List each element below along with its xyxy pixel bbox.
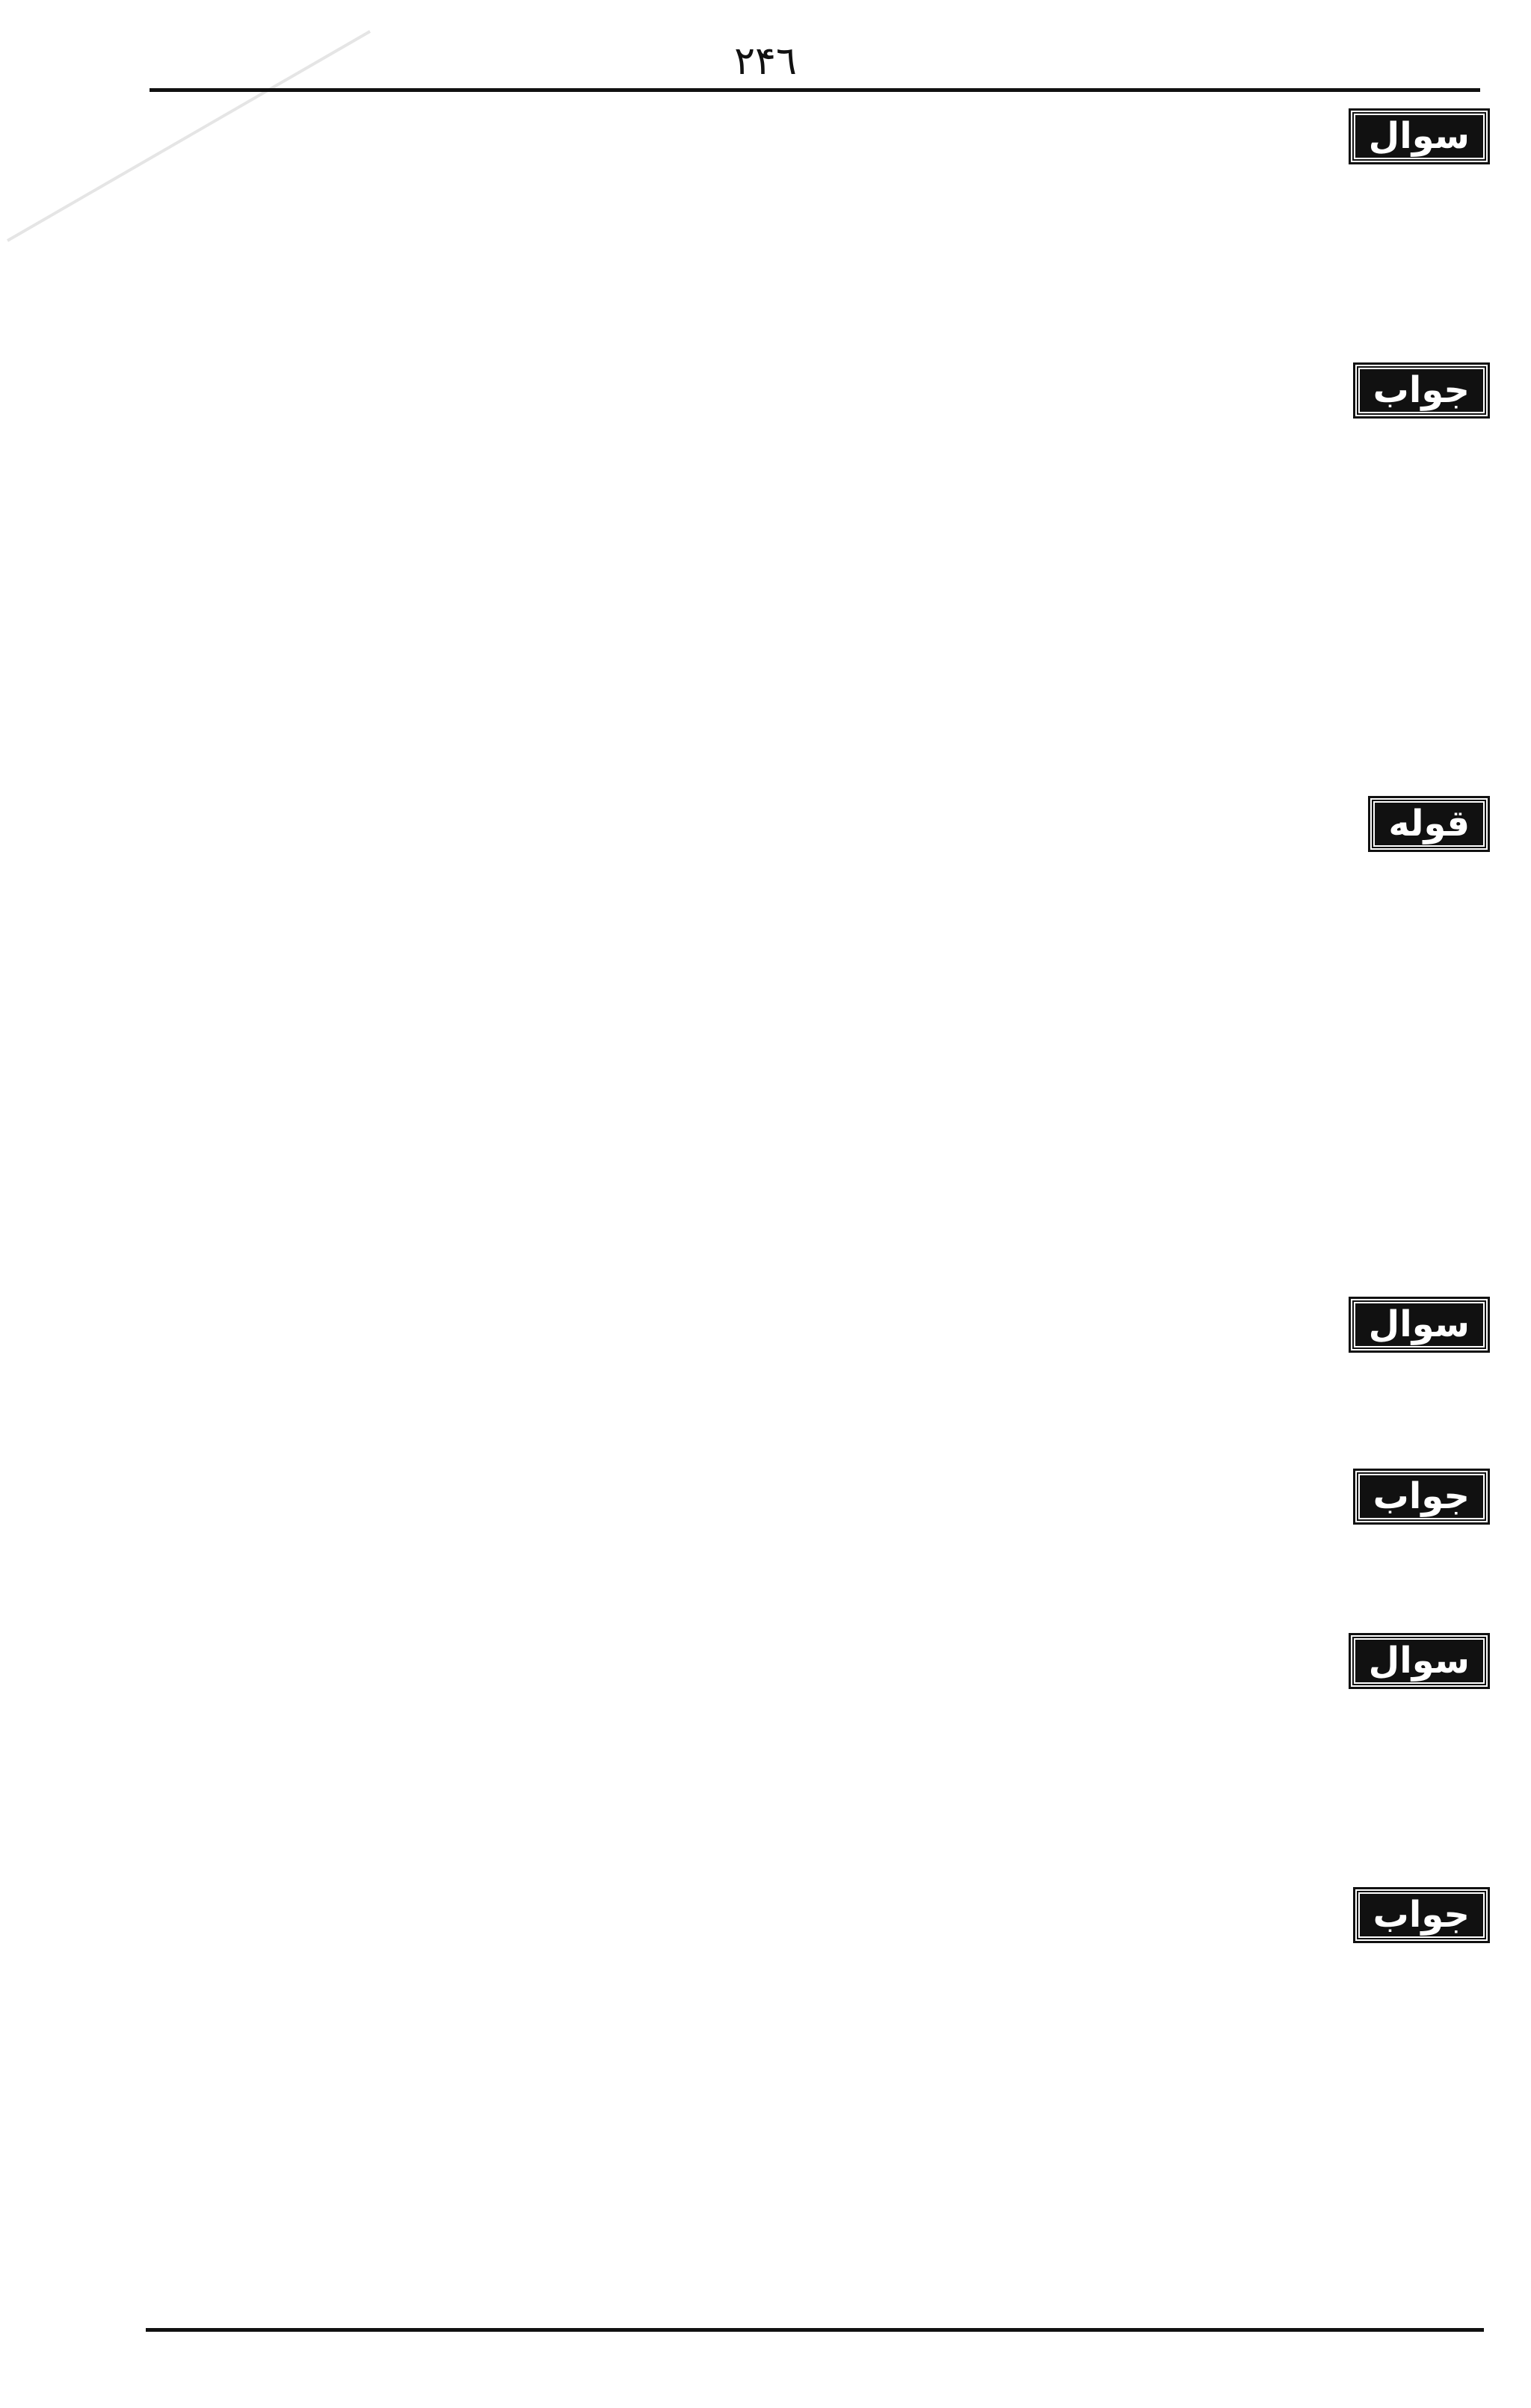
answer-label: جواب [1355, 1471, 1488, 1522]
question-block-1 [150, 105, 1488, 162]
answer-block-1 [150, 359, 1488, 416]
qawluhu-label: قوله [1370, 798, 1488, 850]
question-block-3 [150, 1629, 1488, 1687]
question-block-2 [150, 1293, 1488, 1350]
question-label: سوال [1351, 1299, 1488, 1350]
answer-label: جواب [1355, 1889, 1488, 1941]
top-rule [150, 88, 1480, 92]
answer-block-3 [150, 1883, 1488, 1941]
question-label: سوال [1351, 111, 1488, 162]
qawluhu-block [150, 792, 1488, 850]
bottom-rule [146, 2328, 1484, 2332]
answer-label: جواب [1355, 365, 1488, 416]
page-number: ٢۴٦ [734, 39, 797, 84]
answer-block-2 [150, 1465, 1488, 1522]
question-label: سوال [1351, 1635, 1488, 1687]
